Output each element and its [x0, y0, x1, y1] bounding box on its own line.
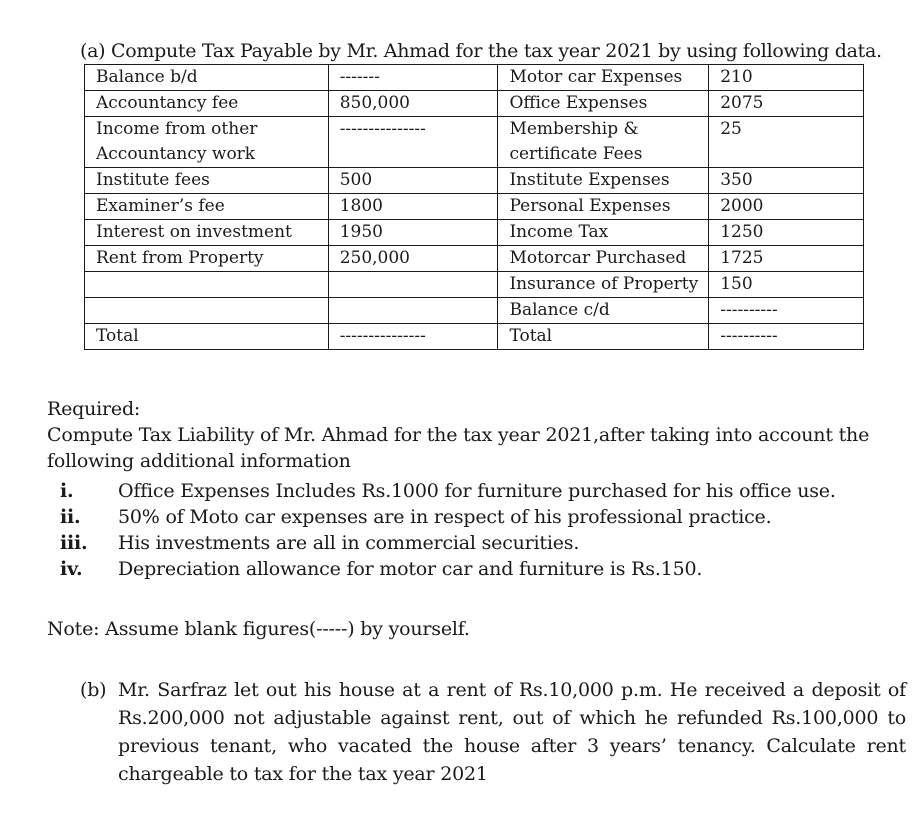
income-expense-table	[84, 64, 864, 350]
table-cell-c3: Insurance of Property	[498, 272, 709, 298]
table-cell-c3: Motorcar Purchased	[498, 246, 709, 272]
table-cell-c1: Interest on investment	[85, 220, 329, 246]
table-row	[85, 168, 864, 194]
table-cell-c4: ----------	[709, 324, 864, 350]
item-number: iv.	[60, 558, 83, 580]
table-cell-c2: 500	[328, 168, 498, 194]
item-number: iii.	[60, 532, 88, 554]
table-cell-c3: Personal Expenses	[498, 194, 709, 220]
table-cell-c2	[328, 298, 498, 324]
table-cell-c1: Income from other Accountancy work	[85, 117, 329, 168]
table-cell-c1: Accountancy fee	[85, 91, 329, 117]
table-cell-c2: 1800	[328, 194, 498, 220]
table-cell-c4: 2000	[709, 194, 864, 220]
table-cell-c1: Rent from Property	[85, 246, 329, 272]
item-text: Office Expenses Includes Rs.1000 for furniture purchased for his office use.	[118, 480, 836, 502]
table-row	[85, 298, 864, 324]
table-cell-c4: 1725	[709, 246, 864, 272]
table-cell-c3: Income Tax	[498, 220, 709, 246]
additional-info-list	[60, 478, 836, 582]
table-cell-c4: 150	[709, 272, 864, 298]
table-row	[85, 194, 864, 220]
table-cell-c2: -------	[328, 65, 498, 91]
table-cell-c3: Balance c/d	[498, 298, 709, 324]
table-cell-c1: Balance b/d	[85, 65, 329, 91]
item-text: His investments are all in commercial securities.	[118, 532, 580, 554]
instruction-text: Compute Tax Liability of Mr. Ahmad for the tax year 2021,after taking into account the following additional information	[47, 424, 870, 472]
table-cell-c1: Institute fees	[85, 168, 329, 194]
part-b-label: (b)	[80, 679, 107, 701]
table-cell-c4: 1250	[709, 220, 864, 246]
table-cell-c3: Motor car Expenses	[498, 65, 709, 91]
table-cell-c2: ---------------	[328, 324, 498, 350]
list-item	[60, 478, 836, 504]
table-cell-c1	[85, 272, 329, 298]
part-a-heading: (a) Compute Tax Payable by Mr. Ahmad for the tax year 2021 by using following data.	[80, 40, 882, 62]
table-cell-c2	[328, 272, 498, 298]
table-cell-c4: ----------	[709, 298, 864, 324]
table-cell-c2: 250,000	[328, 246, 498, 272]
table-cell-c4: 25	[709, 117, 864, 168]
table-cell-c4: 210	[709, 65, 864, 91]
table-row	[85, 65, 864, 91]
table-row	[85, 91, 864, 117]
table-cell-c1	[85, 298, 329, 324]
item-text: 50% of Moto car expenses are in respect of his professional practice.	[118, 506, 772, 528]
table-row	[85, 246, 864, 272]
table-cell-c4: 350	[709, 168, 864, 194]
table-cell-c3: Membership & certificate Fees	[498, 117, 709, 168]
table-cell-c4: 2075	[709, 91, 864, 117]
table-row	[85, 117, 864, 168]
table-row	[85, 272, 864, 298]
table-cell-c1: Total	[85, 324, 329, 350]
table-cell-c2: ---------------	[328, 117, 498, 168]
table-row	[85, 324, 864, 350]
table-row	[85, 220, 864, 246]
part-b-question	[80, 676, 906, 788]
list-item	[60, 530, 836, 556]
table-cell-c3: Office Expenses	[498, 91, 709, 117]
table-cell-c1: Examiner’s fee	[85, 194, 329, 220]
item-number: i.	[60, 480, 74, 502]
table-cell-c3: Institute Expenses	[498, 168, 709, 194]
part-b-text: Mr. Sarfraz let out his house at a rent of Rs.10,000 p.m. He received a deposit of Rs.200,000 not adjustable against rent, out of which he refunded Rs.100,000 to previous tenant, who vacated the house after 3 years’ tenancy. Calculate rent chargeable to tax for the tax year 2021	[118, 679, 906, 785]
table-cell-c2: 1950	[328, 220, 498, 246]
note-text: Note: Assume blank figures(-----) by yourself.	[47, 618, 470, 640]
item-number: ii.	[60, 506, 81, 528]
list-item	[60, 504, 836, 530]
list-item	[60, 556, 836, 582]
table-cell-c2: 850,000	[328, 91, 498, 117]
item-text: Depreciation allowance for motor car and furniture is Rs.150.	[118, 558, 703, 580]
required-label: Required:	[47, 398, 141, 420]
table-cell-c3: Total	[498, 324, 709, 350]
